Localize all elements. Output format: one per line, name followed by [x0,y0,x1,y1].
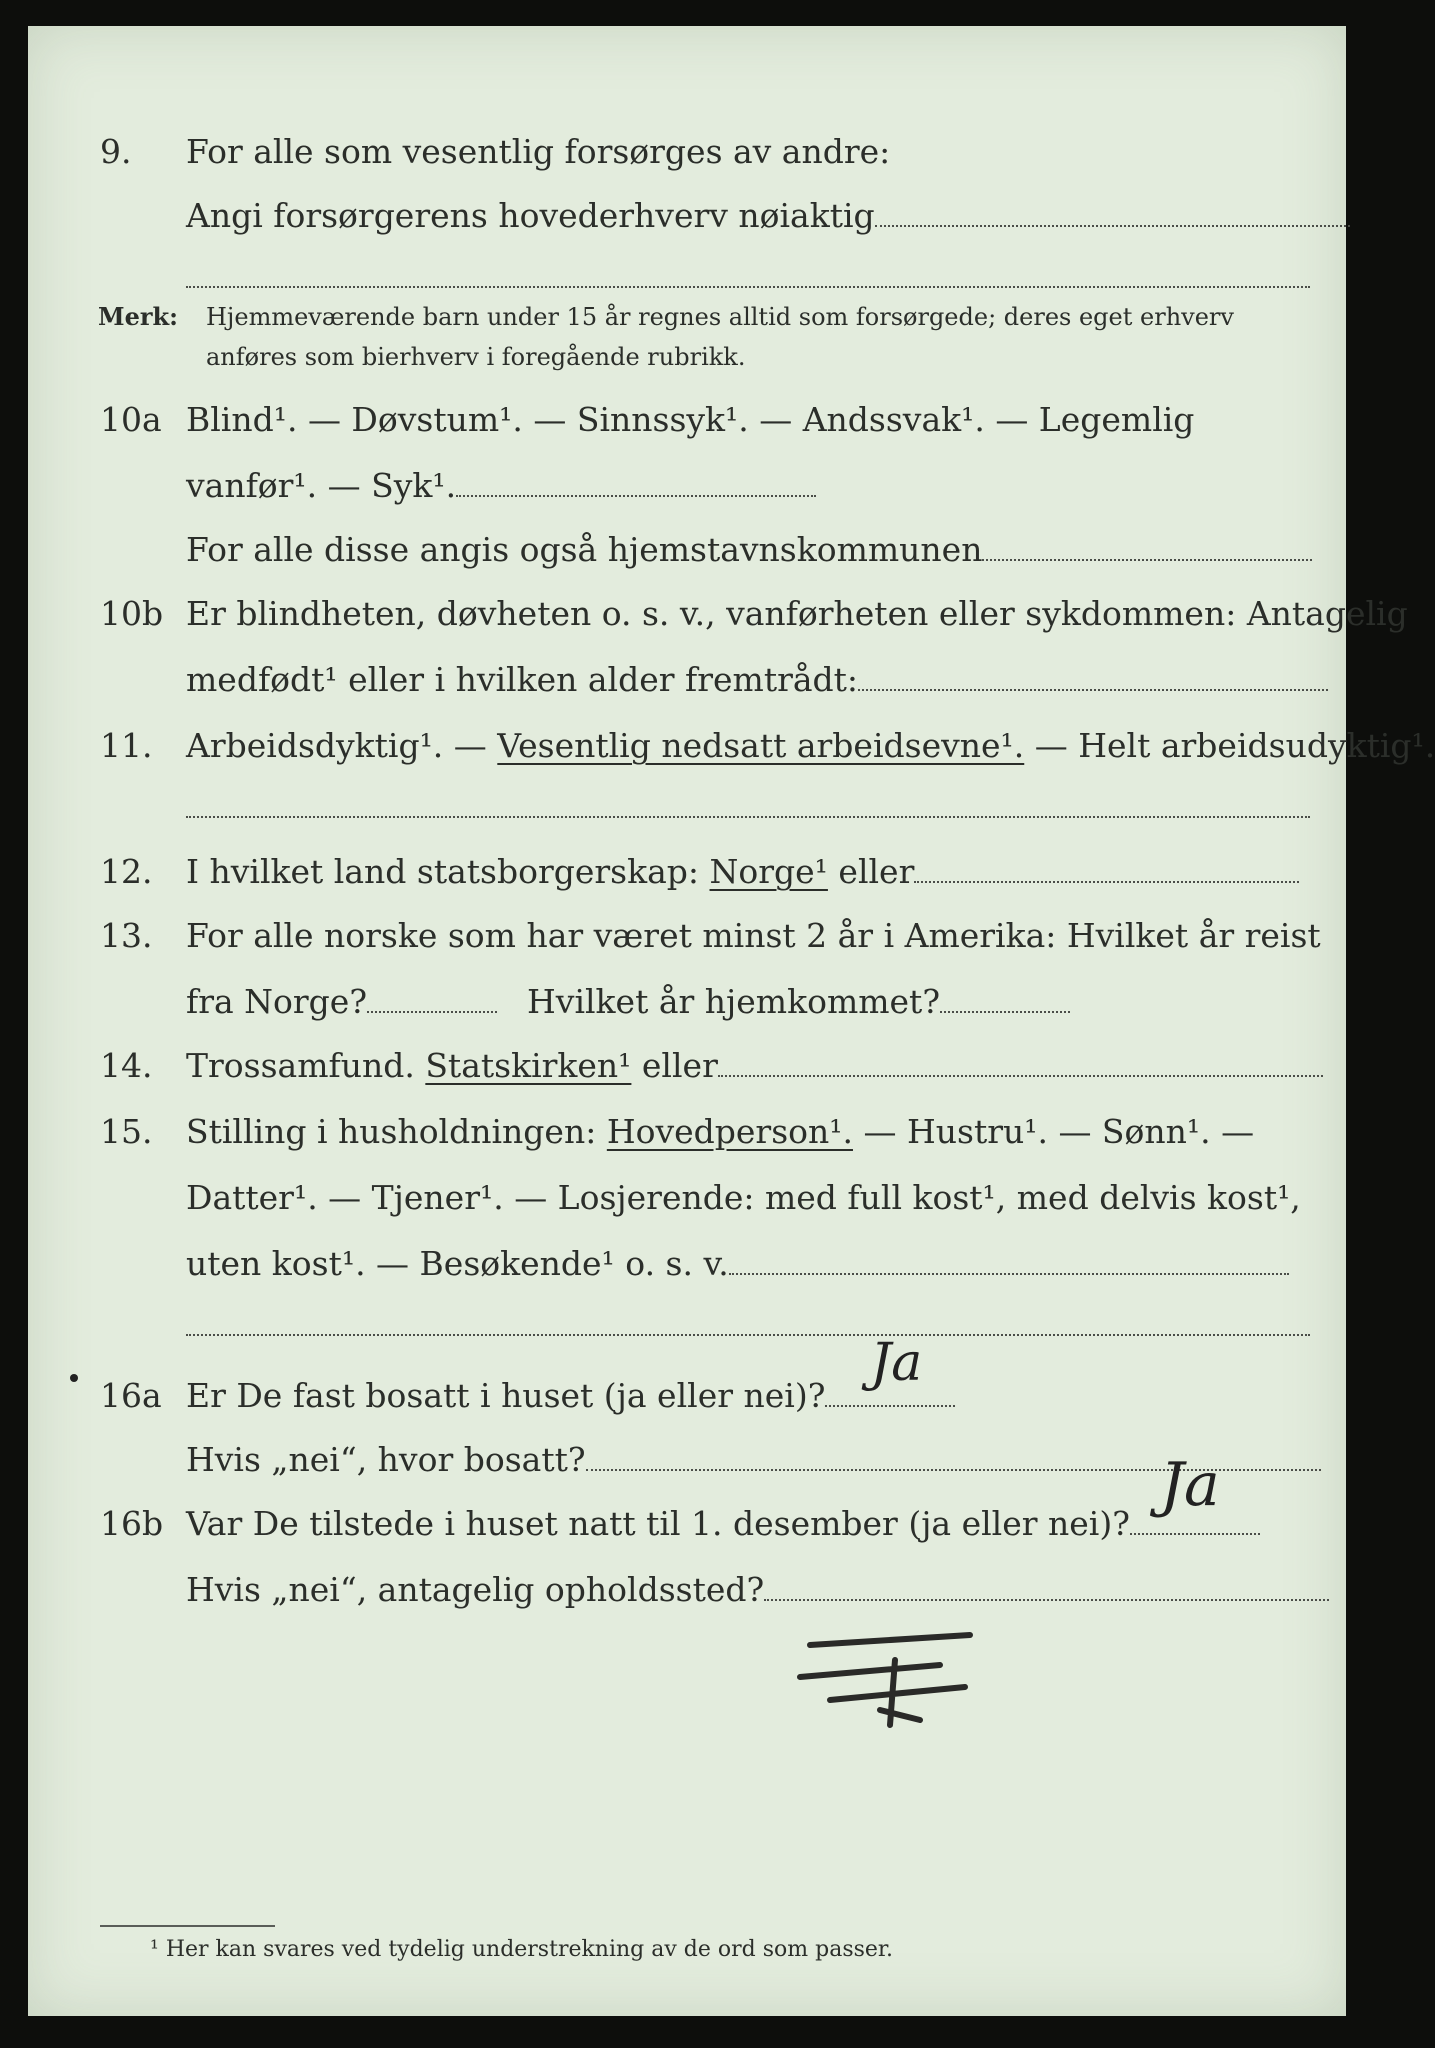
q12-answer-field[interactable] [914,855,1299,883]
q10b-answer-field[interactable] [858,663,1328,691]
q10a-line3: For alle disse angis også hjemstavnskommunen [186,530,983,569]
q11-blank-line[interactable] [186,816,1310,818]
q9-line2: Angi forsørgerens hovederhverv nøiaktig [186,196,875,235]
footnote-rule [100,1925,275,1927]
q10b-line2: medfødt¹ eller i hvilken alder fremtrådt: [186,660,859,699]
footnote [150,1937,893,1962]
ink-scribble-mark [790,1625,990,1735]
q16a-answer-field[interactable] [825,1333,955,1407]
q10a-hjemstavn-field[interactable] [982,533,1312,561]
q12-question: I hvilket land statsborgerskap: [186,852,700,891]
q14-label: Trossamfund. [186,1046,415,1085]
q13-reist-field[interactable] [367,985,497,1013]
q16b-line2: Hvis „nei“, antagelig opholdssted? [186,1570,765,1609]
q13-hjemkommet-field[interactable] [940,985,1070,1013]
q15-answer-field[interactable] [729,1247,1289,1275]
q15-label: Stilling i husholdningen: [186,1112,597,1151]
q12-option-marked[interactable]: Norge¹ [709,852,828,891]
merk-label: Merk: [98,302,178,331]
footnote-mark: ¹ [150,1937,159,1962]
footnote-text: Her kan svares ved tydelig understrekning av de ord som passer. [165,1937,894,1962]
q9-answer-field[interactable] [875,199,1350,227]
q9-blank-line[interactable] [186,286,1310,288]
q16b-answer-field[interactable] [1130,1450,1260,1535]
q10a-answer-field[interactable] [456,469,816,497]
q13-line1: For alle norske som har været minst 2 år i Amerika: Hvilket år reist [186,916,1321,955]
q15-line3[interactable]: uten kost¹. — Besøkende¹ o. s. v. [186,1244,729,1283]
q15-number: 15. [100,1112,153,1151]
q11-number: 11. [100,726,153,765]
merk-line1: Hjemmeværende barn under 15 år regnes alltid som forsørgede; deres eget erhverv [206,303,1234,331]
q16b-handwritten-answer: Ja [1159,1450,1220,1520]
q14-number: 14. [100,1046,153,1085]
q13-hjemkommet-label: Hvilket år hjemkommet? [527,982,941,1021]
q13-number: 13. [100,916,153,955]
q10a-number: 10a [100,400,162,439]
q12-eller: eller [838,852,915,891]
q10b-line1: Er blindheten, døvheten o. s. v., vanførheten eller sykdommen: Antagelig [186,594,1408,633]
q16a-number: 16a [100,1376,162,1415]
q15-options[interactable]: — Hustru¹. — Sønn¹. — [863,1112,1255,1151]
q10b-number: 10b [100,594,164,633]
q15-blank-line[interactable] [186,1334,1310,1336]
q15-line2[interactable]: Datter¹. — Tjener¹. — Losjerende: med full kost¹, med delvis kost¹, [186,1178,1301,1217]
q9-number: 9. [100,132,132,171]
q9-line1: For alle som vesentlig forsørges av andre: [186,132,891,171]
q14-option-marked[interactable]: Statskirken¹ [425,1046,632,1085]
ink-dot [70,1374,78,1382]
q16b-question: Var De tilstede i huset natt til 1. desember (ja eller nei)? [186,1504,1130,1543]
q10a-line2: vanfør¹. — Syk¹. [186,466,457,505]
q11-option-marked[interactable]: Vesentlig nedsatt arbeidsevne¹. [497,726,1025,765]
q16a-question: Er De fast bosatt i huset (ja eller nei)? [186,1376,826,1415]
q11-option-udyktig[interactable]: — Helt arbeidsudyktig¹. [1034,726,1435,765]
q11-option-arbeidsdyktig[interactable]: Arbeidsdyktig¹. — [186,726,487,765]
q14-answer-field[interactable] [718,1049,1323,1077]
q16a-line2: Hvis „nei“, hvor bosatt? [186,1440,586,1479]
q16a-handwritten-answer: Ja [870,1333,923,1393]
q12-number: 12. [100,852,153,891]
q16b-number: 16b [100,1504,164,1543]
q10a-line1: Blind¹. — Døvstum¹. — Sinnssyk¹. — Andssvak¹. — Legemlig [186,400,1195,439]
q14-eller: eller [641,1046,718,1085]
merk-line2: anføres som bierhverv i foregående rubrikk. [206,343,746,371]
q16b-opholdssted-field[interactable] [764,1573,1329,1601]
q13-reist-label: fra Norge? [186,982,368,1021]
q15-option-marked[interactable]: Hovedperson¹. [606,1112,853,1151]
